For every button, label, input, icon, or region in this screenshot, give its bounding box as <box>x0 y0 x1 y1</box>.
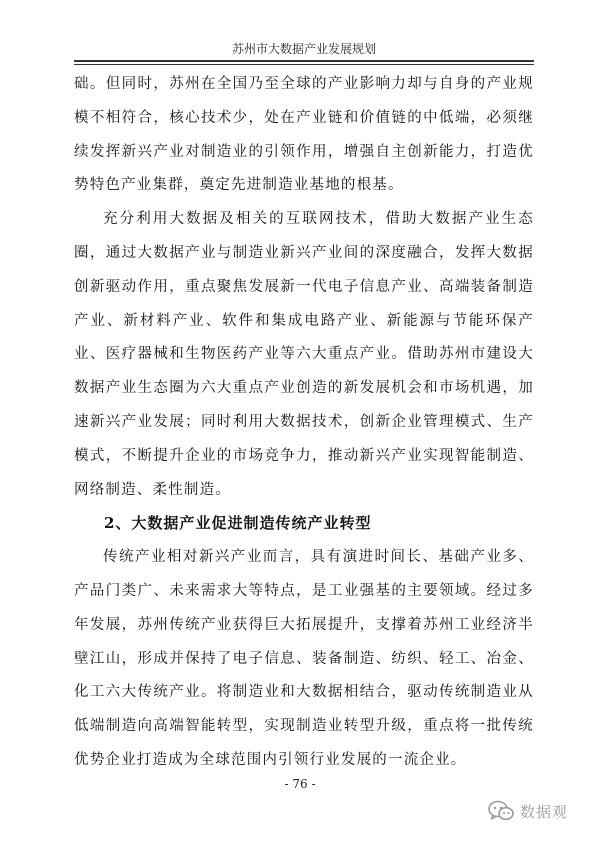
page-number: - 76 - <box>284 777 316 791</box>
section-heading: 2、大数据产业促进制造传统产业转型 <box>104 514 372 533</box>
watermark <box>488 800 568 822</box>
header-rule-thin <box>74 64 534 65</box>
paragraph-new-industries: 充分利用大数据及相关的互联网技术，借助大数据产业生态圈，通过大数据产业与制造业新兴产业间的深度融合，发挥大数据创新驱动作用，重点聚焦发展新一代电子信息产业、高端装备制造产业、新材料产业、软件和集成电路产业、新能源与节能环保产业、医疗器械和生物医药产业等六大重点产业。借助苏州市建设大数据产业生态圈为六大重点产业创造的新发展机会和市场机遇，加速新兴产业发展；同时利用大数据技术，创新企业管理模式、生产模式，不断提升企业的市场竞争力，推动新兴产业实现智能制造、网络制造、柔性制造。 <box>74 211 534 498</box>
paragraph-continued: 础。但同时，苏州在全国乃至全球的产业影响力却与自身的产业规模不相符合，核心技术少，处在产业链和价值链的中低端，必须继续发挥新兴产业对制造业的引领作用，增强自主创新能力，打造优势特色产业集群，奠定先进制造业基地的根基。 <box>74 76 534 194</box>
wechat-icon <box>488 800 514 822</box>
header-rule-thick <box>74 60 534 62</box>
page-body <box>74 68 534 778</box>
running-header: 苏州市大数据产业发展规划 <box>231 42 376 56</box>
paragraph-traditional-industries: 传统产业相对新兴产业而言，具有演进时间长、基础产业多、产品门类广、未来需求大等特点，是工业强基的主要领域。经过多年发展，苏州传统产业获得巨大拓展提升，支撑着苏州工业经济半壁江山，形成并保持了电子信息、装备制造、纺织、轻工、冶金、化工六大传统产业。将制造业和大数据相结合，驱动传统制造业从低端制造向高端智能转型，实现制造业转型升级，重点将一批传统优势企业打造成为全球范围内引领行业发展的一流企业。 <box>74 549 534 768</box>
watermark-text: 数据观 <box>520 802 569 821</box>
